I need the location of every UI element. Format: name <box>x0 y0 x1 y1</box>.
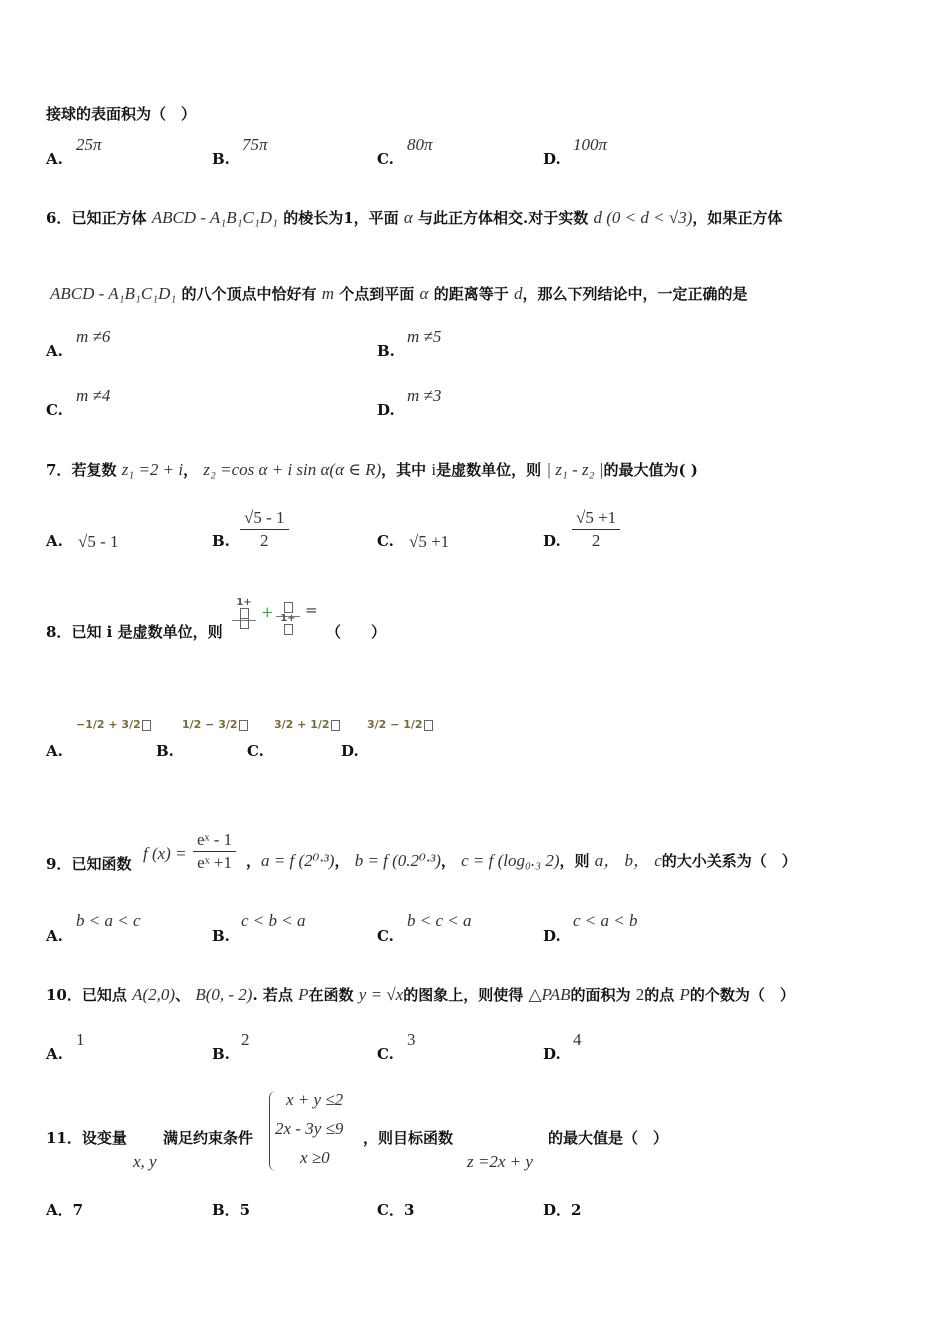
i-box-icon <box>331 720 340 731</box>
q9-f-fraction <box>193 830 236 873</box>
q10-option-c-label: C. <box>377 1045 394 1063</box>
q7-option-a-label: A. <box>46 532 63 550</box>
q8-option-d-label: D. <box>341 742 359 760</box>
q8-option-c-text: 3/2 + 1/2 <box>274 718 330 731</box>
q6-m: m <box>321 284 335 303</box>
q9-option-d-label: D. <box>543 927 561 945</box>
q6-alpha-2: α <box>419 284 429 303</box>
q5-option-c-label: C. <box>377 150 394 168</box>
q7-option-b-label: B. <box>212 532 230 550</box>
q6-option-d-label: D. <box>377 401 395 419</box>
q6-option-d-value: m ≠3 <box>407 386 442 405</box>
q6-text: ，那么下列结论中，一定正确的是 <box>522 285 748 303</box>
q8-expr-left-denominator <box>232 613 256 632</box>
q7-option-c-label: C. <box>377 532 394 550</box>
q10-option-a-label: A. <box>46 1045 63 1063</box>
q11-text: 的最大值是（ ） <box>548 1129 669 1147</box>
q9-option-c-label: C. <box>377 927 394 945</box>
q6-text: 已知正方体 <box>71 209 147 227</box>
q5-option-d-label: D. <box>543 150 561 168</box>
q8-option-a-label: A. <box>46 742 63 760</box>
q10-option-c-value: 3 <box>407 1030 416 1049</box>
q10-text: 的面积为 <box>570 986 631 1004</box>
q10-number: 10． <box>46 986 82 1004</box>
i-box-icon <box>239 720 248 731</box>
q7-option-d-numerator: √5 +1 <box>572 508 620 530</box>
q7-number: 7． <box>46 461 72 479</box>
q7-separator: ， <box>183 461 199 479</box>
q9-fx: f (x) = <box>143 844 187 863</box>
q10-point-b: B(0, - 2) <box>195 985 253 1004</box>
q7-option-a-value: √5 - 1 <box>78 532 119 551</box>
q5-tail: 接球的表面积为（ ） <box>46 105 197 123</box>
q7-option-b-fraction <box>240 508 289 551</box>
i-box-icon <box>284 624 293 635</box>
q11-number: 11． <box>46 1129 82 1147</box>
q7-text: ，其中 <box>381 461 427 479</box>
q7-line <box>46 459 698 480</box>
q9-text: ，则 <box>559 852 590 870</box>
q5-option-b-label: B. <box>212 150 230 168</box>
i-box-icon <box>424 720 433 731</box>
q8-number: 8． <box>46 623 72 641</box>
q10-separator: 、 <box>175 986 191 1004</box>
q9-f-numerator: eˣ - 1 <box>193 830 236 852</box>
q11-variables: x, y <box>133 1152 157 1171</box>
q8-option-d-text: 3/2 − 1/2 <box>367 718 423 731</box>
q8-option-b-label: B. <box>156 742 174 760</box>
q6-option-a-value: m ≠6 <box>76 327 111 346</box>
q6-text: 的八个顶点中恰好有 <box>181 285 317 303</box>
q7-text: 的最大值为( ) <box>603 461 698 479</box>
q10-line <box>46 984 795 1005</box>
plus-icon: + <box>261 603 274 621</box>
q9-abc: a， b， c <box>594 851 662 870</box>
q7-option-d-fraction <box>572 508 620 551</box>
q10-option-b-value: 2 <box>241 1030 250 1049</box>
q6-condition: d (0 < d < √3) <box>593 208 693 227</box>
q10-option-a-value: 1 <box>76 1030 85 1049</box>
q9-b: b = f (0.2⁰·³) <box>354 851 441 870</box>
q8-option-a-text: −1/2 + 3/2 <box>76 718 141 731</box>
q9-option-c-value: b < c < a <box>407 911 472 930</box>
q9-line-rest: ，a = f (2⁰·³)， b = f (0.2⁰·³)， c = f (log₀.₃ 2)，则 a， b， c的大小关系为（ ） <box>246 851 797 870</box>
q9-option-b-label: B. <box>212 927 230 945</box>
q11-constraint-1: x + y ≤2 <box>286 1090 344 1109</box>
q7-option-d-label: D. <box>543 532 561 550</box>
q6-line-2 <box>50 283 747 304</box>
q9-option-a-value: b < a < c <box>76 911 141 930</box>
q11-objective: z =2x + y <box>467 1152 533 1171</box>
q10-option-d-value: 4 <box>573 1030 582 1049</box>
q5-option-b-value: 75π <box>242 135 268 154</box>
q11-constraint-3: x ≥0 <box>300 1148 330 1167</box>
q9-line-start <box>46 853 131 874</box>
q10-text: 已知点 <box>81 986 127 1004</box>
q11-constraint-2: 2x - 3y ≤9 <box>275 1119 344 1138</box>
q7-z1: z₁ =2 + i <box>121 460 184 479</box>
q10-option-b-label: B. <box>212 1045 230 1063</box>
q6-alpha: α <box>403 208 413 227</box>
q6-option-b-label: B. <box>377 342 395 360</box>
q5-option-c-value: 80π <box>407 135 433 154</box>
q7-text: 若复数 <box>71 461 117 479</box>
q7-text: 是虚数单位，则 <box>436 461 542 479</box>
q6-option-a-label: A. <box>46 342 63 360</box>
q9-text: 的大小关系为（ ） <box>661 852 797 870</box>
q6-line-1 <box>46 207 782 228</box>
q7-option-b-denominator: 2 <box>260 531 269 550</box>
q9-text: 已知函数 <box>71 855 132 873</box>
q10-text: 的图象上，则使得 <box>403 986 524 1004</box>
q8-text: 已知 i 是虚数单位，则 <box>71 623 223 641</box>
q6-text: ，如果正方体 <box>692 209 783 227</box>
q11-text: 设变量 <box>81 1129 127 1147</box>
q6-number: 6． <box>46 209 72 227</box>
q7-i: i <box>431 460 437 479</box>
q11-text: ，则目标函数 <box>363 1129 454 1147</box>
q9-a: a = f (2⁰·³) <box>261 851 335 870</box>
q6-option-c-label: C. <box>46 401 63 419</box>
q9-number: 9． <box>46 855 72 873</box>
q6-option-c-value: m ≠4 <box>76 386 111 405</box>
q10-text: 在函数 <box>308 986 354 1004</box>
q8-option-c-label: C. <box>247 742 264 760</box>
q8-line <box>46 621 223 642</box>
q9-f-denominator: eˣ +1 <box>197 853 232 872</box>
q7-z2: z₂ =cos α + i sin α(α ∈ R) <box>203 460 382 479</box>
q11-option-c: C．3 <box>377 1201 415 1219</box>
q10-point-a: A(2,0) <box>132 985 176 1004</box>
q6-cube: ABCD - A₁B₁C₁D₁ <box>151 208 278 227</box>
q6-text: 的距离等于 <box>433 285 509 303</box>
q11-line-start <box>46 1127 127 1148</box>
q11-option-a: A．7 <box>46 1201 84 1219</box>
q8-expr-right-denominator: 1+ <box>280 613 296 624</box>
q5-option-d-value: 100π <box>573 135 608 154</box>
q5-option-a-label: A. <box>46 150 63 168</box>
q10-p: P <box>298 985 309 1004</box>
q7-option-b-numerator: √5 - 1 <box>240 508 289 530</box>
q6-option-b-value: m ≠5 <box>407 327 442 346</box>
q10-p-2: P <box>679 985 690 1004</box>
q10-text: 的点 <box>644 986 675 1004</box>
q10-option-d-label: D. <box>543 1045 561 1063</box>
q7-option-d-denominator: 2 <box>591 531 601 550</box>
q8-option-b-value <box>182 718 248 731</box>
q8-option-c-value <box>274 718 340 731</box>
q10-text: 的个数为（ ） <box>689 986 795 1004</box>
q6-cube-2: ABCD - A₁B₁C₁D₁ <box>50 284 177 303</box>
q10-text: . 若点 <box>252 986 293 1004</box>
q7-option-c-value: √5 +1 <box>409 532 450 551</box>
q6-text: 与此正方体相交.对于实数 <box>418 209 589 227</box>
q11-option-d: D．2 <box>543 1201 582 1219</box>
q9-option-a-label: A. <box>46 927 63 945</box>
i-box-icon <box>142 720 151 731</box>
i-box-icon <box>240 618 249 629</box>
q6-text: 的棱长为1，平面 <box>283 209 399 227</box>
q8-expr-left-numerator: 1+ <box>236 597 252 608</box>
q8-option-d-value <box>367 718 433 731</box>
q10-triangle: △PAB <box>528 985 571 1004</box>
q9-option-b-value: c < b < a <box>241 911 306 930</box>
q8-expr-right-fraction <box>276 613 300 636</box>
q8-option-a-value <box>76 718 151 731</box>
q5-option-a-value: 25π <box>76 135 102 154</box>
q7-abs: | z₁ - z₂ | <box>546 460 604 479</box>
q8-answer-blank: （ ） <box>326 623 387 641</box>
q8-option-b-text: 1/2 − 3/2 <box>182 718 238 731</box>
q11-option-b: B．5 <box>212 1201 251 1219</box>
q6-text: 个点到平面 <box>339 285 415 303</box>
q9-option-d-value: c < a < b <box>573 911 638 930</box>
q6-d: d <box>513 284 523 303</box>
i-box-icon <box>284 602 293 613</box>
q8-equals: = <box>305 601 318 619</box>
q10-function: y = √x <box>358 985 404 1004</box>
q11-text: 满足约束条件 <box>163 1129 254 1147</box>
q10-two: 2 <box>635 985 645 1004</box>
q9-c: c = f (log₀.₃ 2) <box>461 851 560 870</box>
